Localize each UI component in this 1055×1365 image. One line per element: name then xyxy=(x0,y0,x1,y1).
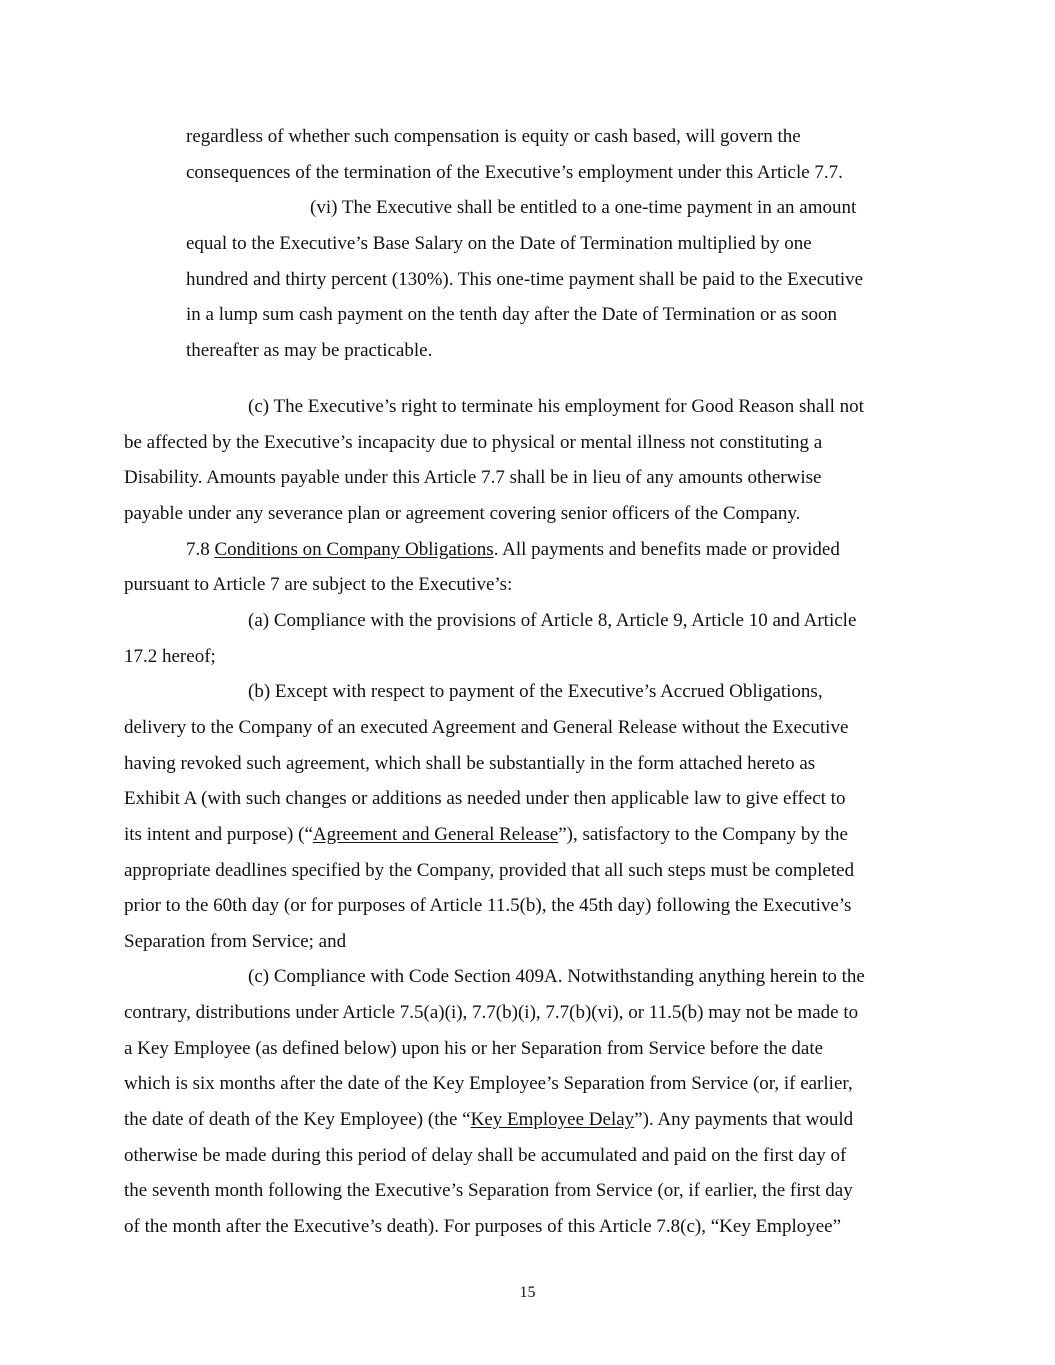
text-line xyxy=(124,646,216,668)
text-line xyxy=(124,753,815,775)
text-line xyxy=(124,895,851,917)
text-segment: payable under any severance plan or agreement covering senior officers of the Company. xyxy=(124,503,801,524)
text-segment: delivery to the Company of an executed Agreement and General Release without the Executive xyxy=(124,716,849,738)
text-segment: Separation from Service; and xyxy=(124,930,347,952)
text-segment: a Key Employee (as defined below) upon his or her Separation from Service before the date xyxy=(124,1037,824,1059)
text-line xyxy=(124,860,854,882)
text-line xyxy=(124,931,346,953)
text-segment: in a lump sum cash payment on the tenth day after the Date of Termination or as soon xyxy=(186,304,838,326)
text-segment: consequences of the termination of the Executive’s employment under this Article 7.7. xyxy=(186,161,843,183)
text-segment: having revoked such agreement, which shall be substantially in the form attached hereto as xyxy=(124,752,816,774)
text-segment: (c) Compliance with Code Section 409A. Notwithstanding anything herein to the xyxy=(248,966,865,988)
text-segment: which is six months after the date of the Key Employee’s Separation from Service (or, if earlier, xyxy=(124,1073,853,1095)
text-segment: (vi) The Executive shall be entitled to a one-time payment in an amount xyxy=(310,197,857,219)
text-line xyxy=(124,1180,853,1202)
text-segment: hundred and thirty percent (130%). This one-time payment shall be paid to the Executive xyxy=(186,268,864,290)
text-line xyxy=(124,1038,823,1060)
text-line xyxy=(124,824,848,846)
page-number: 15 xyxy=(519,1284,536,1301)
text-line xyxy=(124,1073,853,1095)
text-line xyxy=(186,233,812,255)
text-line xyxy=(186,269,863,291)
text-line xyxy=(186,126,801,148)
text-line xyxy=(248,681,823,703)
text-line xyxy=(124,788,845,810)
text-segment: (b) Except with respect to payment of the Executive’s Accrued Obligations, xyxy=(248,681,823,703)
text-line xyxy=(248,966,865,988)
text-line xyxy=(248,610,856,632)
text-segment: 7.8 xyxy=(186,538,215,560)
text-segment: Exhibit A (with such changes or additions as needed under then applicable law to give effect to xyxy=(124,788,846,810)
text-line xyxy=(124,1109,853,1131)
text-line xyxy=(124,1145,846,1167)
text-segment: the date of death of the Key Employee) (the “ xyxy=(124,1109,471,1131)
text-line xyxy=(124,717,848,739)
text-segment: ”), satisfactory to the Company by the xyxy=(558,823,848,845)
text-segment: regardless of whether such compensation is equity or cash based, will govern the xyxy=(186,126,801,147)
text-line xyxy=(124,467,821,489)
text-line xyxy=(124,432,822,454)
text-segment: pursuant to Article 7 are subject to the Executive’s: xyxy=(124,574,513,596)
text-segment: its intent and purpose) (“ xyxy=(124,823,313,845)
text-segment: appropriate deadlines specified by the Company, provided that all such steps must be completed xyxy=(124,859,855,881)
text-segment: of the month after the Executive’s death). For purposes of this Article 7.8(c), “Key Employee” xyxy=(124,1216,842,1237)
text-line xyxy=(186,162,843,184)
defined-term: Agreement and General Release xyxy=(312,823,559,845)
text-line xyxy=(248,396,864,418)
text-segment: (c) The Executive’s right to terminate his employment for Good Reason shall not xyxy=(248,396,864,418)
text-segment: 17.2 hereof; xyxy=(124,645,216,667)
text-segment: (a) Compliance with the provisions of Article 8, Article 9, Article 10 and Article xyxy=(248,609,857,631)
text-line xyxy=(186,539,840,561)
text-segment: otherwise be made during this period of delay shall be accumulated and paid on the first day of xyxy=(124,1144,847,1166)
text-segment: . All payments and benefits made or provided xyxy=(493,538,840,560)
text-line xyxy=(124,1216,841,1238)
text-line xyxy=(310,197,856,219)
text-line xyxy=(124,503,800,525)
defined-term: Conditions on Company Obligations xyxy=(214,538,494,560)
text-segment: thereafter as may be practicable. xyxy=(186,339,433,361)
text-segment: the seventh month following the Executive’s Separation from Service (or, if earlier, the first day xyxy=(124,1180,853,1202)
text-line xyxy=(186,304,837,326)
text-segment: contrary, distributions under Article 7.5(a)(i), 7.7(b)(i), 7.7(b)(vi), or 11.5(b) may not be made to xyxy=(124,1002,859,1024)
text-line xyxy=(124,574,512,596)
text-segment: equal to the Executive’s Base Salary on the Date of Termination multiplied by one xyxy=(186,232,812,254)
text-segment: Disability. Amounts payable under this Article 7.7 shall be in lieu of any amounts otherwise xyxy=(124,467,822,489)
defined-term: Key Employee Delay xyxy=(470,1109,635,1131)
text-segment: prior to the 60th day (or for purposes of Article 11.5(b), the 45th day) following the Executive’s xyxy=(124,895,852,917)
text-segment: be affected by the Executive’s incapacity due to physical or mental illness not constituting a xyxy=(124,431,823,453)
text-line xyxy=(186,340,432,362)
text-segment: ”). Any payments that would xyxy=(634,1109,854,1131)
text-line xyxy=(124,1002,858,1024)
